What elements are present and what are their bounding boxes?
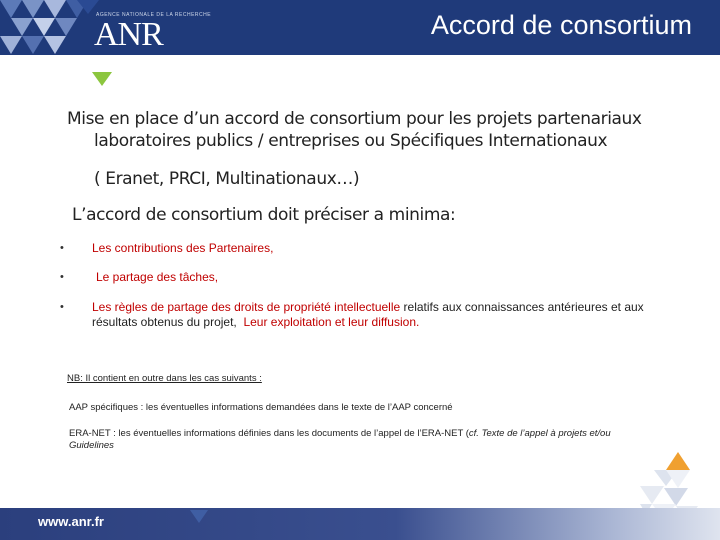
bullet-item-2: [96, 270, 686, 285]
logo-tagline: AGENCE NATIONALE DE LA RECHERCHE: [96, 12, 212, 18]
bullet-1-text: Les contributions des Partenaires,: [92, 241, 274, 255]
lead-sentence: L’accord de consortium doit préciser a minima:: [72, 205, 456, 225]
intro-line-3: ( Eranet, PRCI, Multinationaux…): [94, 169, 360, 189]
green-triangle-icon: [92, 72, 112, 88]
nb-aap-line: AAP spécifiques : les éventuelles informations demandées dans le texte de l’AAP concerné: [69, 402, 453, 413]
bullet-3-text-c: Leur exploitation et leur diffusion.: [243, 315, 420, 329]
page-title: Accord de consortium: [430, 10, 692, 40]
bullet-item-1: [92, 241, 682, 256]
footer-url-link[interactable]: www.anr.fr: [38, 514, 104, 529]
nb-title: NB: Il contient en outre dans les cas suivants :: [67, 373, 262, 384]
nb-eranet-text: ERA-NET : les éventuelles informations définies dans les documents de l’appel de l’ERA-NET (: [69, 428, 469, 439]
footer-triangle-icon: [190, 510, 208, 524]
bullet-3-text-a: Les règles de partage des droits de propriété intellectuelle: [92, 300, 401, 314]
nb-eranet-italic: cf. Texte de l’appel à projets et/ou Guidelines: [69, 428, 611, 451]
intro-line-1: Mise en place d’un accord de consortium pour les projets partenariaux: [67, 109, 642, 129]
bullet-marker: •: [60, 271, 64, 283]
bullet-item-3: [92, 300, 682, 330]
anr-logo: ANR: [94, 16, 163, 53]
bullet-marker: •: [60, 242, 64, 254]
bullet-3-text-b: relatifs aux connaissances antérieures et aux résultats obtenus du projet,: [92, 300, 644, 329]
nb-eranet-line: [69, 428, 649, 452]
bullet-2-text: Le partage des tâches,: [96, 270, 219, 284]
bullet-marker: •: [60, 301, 64, 313]
footer-band: [0, 508, 720, 540]
intro-line-2: laboratoires publics / entreprises ou Spécifiques Internationaux: [94, 131, 608, 151]
